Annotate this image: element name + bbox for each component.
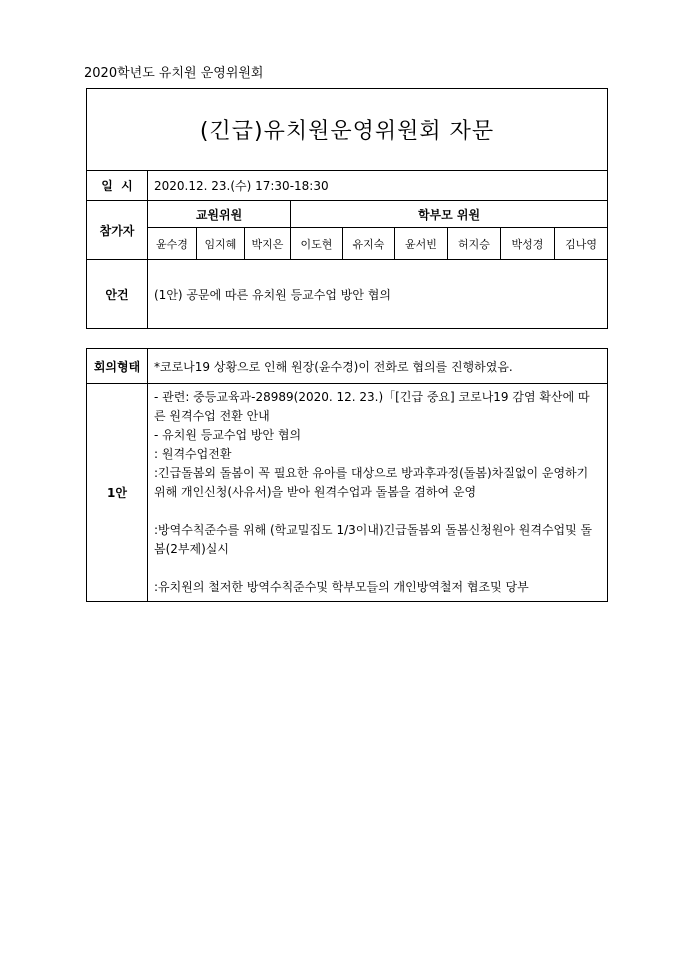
meeting-form-value: *코로나19 상황으로 인해 원장(윤수경)이 전화로 협의를 진행하였음. <box>148 349 608 384</box>
parent-name: 윤서빈 <box>395 228 448 260</box>
page-title: (긴급)유치원운영위원회 자문 <box>87 89 608 171</box>
teacher-name: 윤수경 <box>148 228 197 260</box>
agenda-value: (1안) 공문에 따른 유치원 등교수업 방안 협의 <box>148 260 608 329</box>
item1-label: 1안 <box>87 384 148 602</box>
item1-line: :긴급돌봄외 돌봄이 꼭 필요한 유아를 대상으로 방과후과정(돌봄)차질없이 운영하기 위해 개인신청(사유서)을 받아 원격수업과 돌봄을 겸하여 운영 <box>154 466 589 499</box>
teacher-name: 임지혜 <box>197 228 245 260</box>
date-label: 일 시 <box>87 171 148 201</box>
parent-name: 이도현 <box>291 228 343 260</box>
teacher-name: 박지은 <box>245 228 291 260</box>
participants-label: 참가자 <box>87 201 148 260</box>
meeting-form-label: 회의형태 <box>87 349 148 384</box>
teacher-group-label: 교원위원 <box>148 201 291 228</box>
parent-name: 유지숙 <box>343 228 395 260</box>
date-value: 2020.12. 23.(수) 17:30-18:30 <box>148 171 608 201</box>
parent-name: 김나영 <box>555 228 608 260</box>
agenda-label: 안건 <box>87 260 148 329</box>
parent-name: 허지승 <box>448 228 501 260</box>
item1-line: : 원격수업전환 <box>154 447 232 461</box>
parent-group-label: 학부모 위원 <box>291 201 608 228</box>
meeting-info-table <box>86 88 608 329</box>
meeting-content-table <box>86 348 608 602</box>
item1-content <box>148 384 608 602</box>
parent-name: 박성경 <box>501 228 555 260</box>
item1-line: - 유치원 등교수업 방안 협의 <box>154 428 302 442</box>
item1-line: - 관련: 중등교육과-28989(2020. 12. 23.)「[긴급 중요] 코로나19 감염 확산에 따른 원격수업 전환 안내 <box>154 390 590 423</box>
item1-line: :방역수칙준수를 위해 (학교밀집도 1/3이내)긴급돌봄외 돌봄신청원아 원격수업및 돌봄(2부제)실시 <box>154 523 593 556</box>
header-note: 2020학년도 유치원 운영위원회 <box>84 66 264 81</box>
item1-line: :유치원의 철저한 방역수칙준수및 학부모들의 개인방역철저 협조및 당부 <box>154 580 529 594</box>
